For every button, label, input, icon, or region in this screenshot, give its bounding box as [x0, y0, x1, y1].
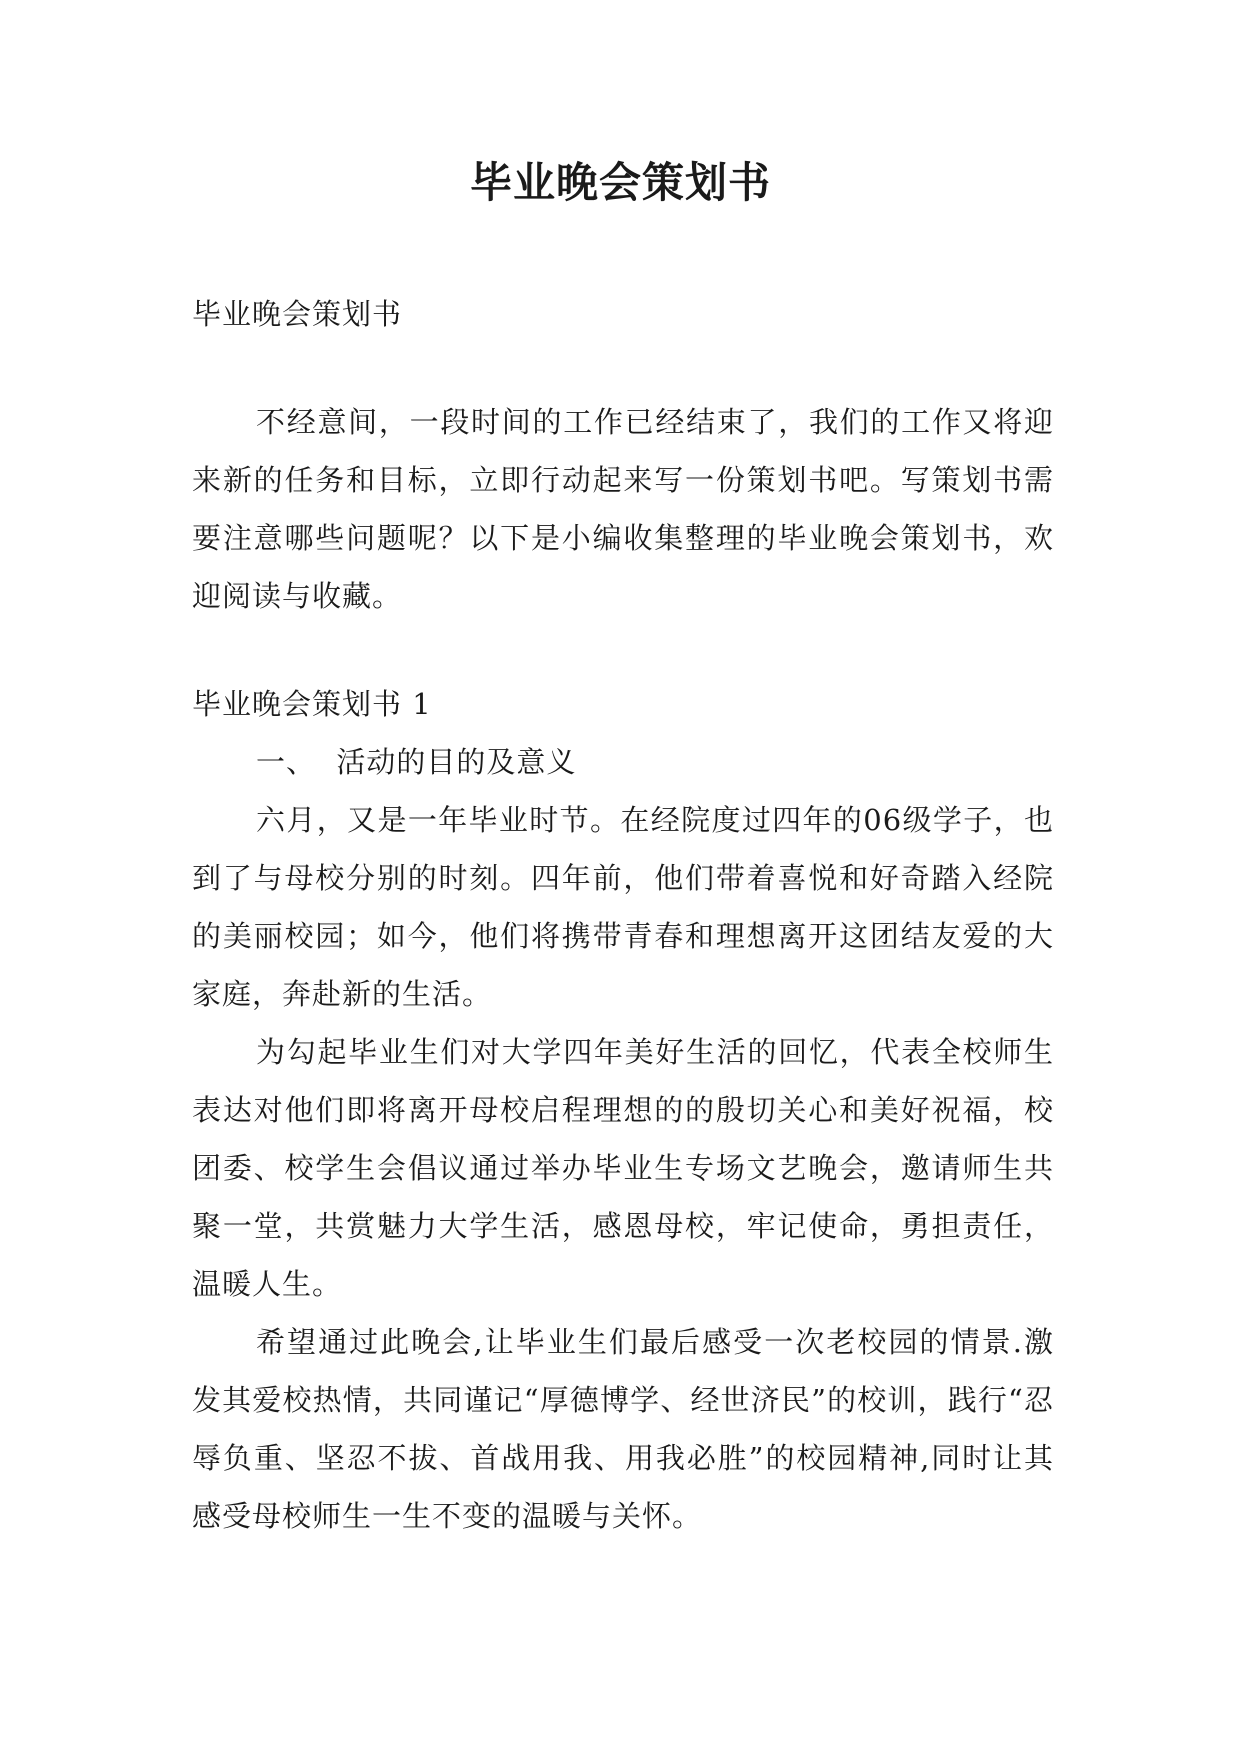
intro-paragraph: 不经意间，一段时间的工作已经结束了，我们的工作又将迎来新的任务和目标，立即行动起来写一份策划书吧。写策划书需要注意哪些问题呢？以下是小编收集整理的毕业晚会策划书，欢迎阅读与收藏。 — [192, 405, 1054, 613]
document-body — [192, 285, 1054, 1545]
section-heading: 毕业晚会策划书 1 — [192, 687, 432, 721]
body-paragraph: 希望通过此晚会,让毕业生们最后感受一次老校园的情景.激发其爱校热情，共同谨记“厚德博学、经世济民”的校训，践行“忍辱负重、坚忍不拔、首战用我、用我必胜”的校园精神,同时让其感受母校师生一生不变的温暖与关怀。 — [192, 1325, 1054, 1533]
spacer — [192, 343, 1054, 393]
document-title: 毕业晚会策划书 — [469, 158, 771, 207]
body-paragraph: 为勾起毕业生们对大学四年美好生活的回忆，代表全校师生表达对他们即将离开母校启程理想的的殷切关心和美好祝福，校团委、校学生会倡议通过举办毕业生专场文艺晚会，邀请师生共聚一堂，共赏魅力大学生活，感恩母校，牢记使命，勇担责任，温暖人生。 — [192, 1035, 1054, 1301]
document-subtitle: 毕业晚会策划书 — [192, 297, 403, 331]
body-paragraph: 六月，又是一年毕业时节。在经院度过四年的06级学子，也到了与母校分别的时刻。四年前，他们带着喜悦和好奇踏入经院的美丽校园；如今，他们将携带青春和理想离开这团结友爱的大家庭，奔赴新的生活。 — [192, 803, 1054, 1011]
spacer — [192, 625, 1054, 675]
item-heading: 一、 活动的目的及意义 — [256, 745, 577, 779]
